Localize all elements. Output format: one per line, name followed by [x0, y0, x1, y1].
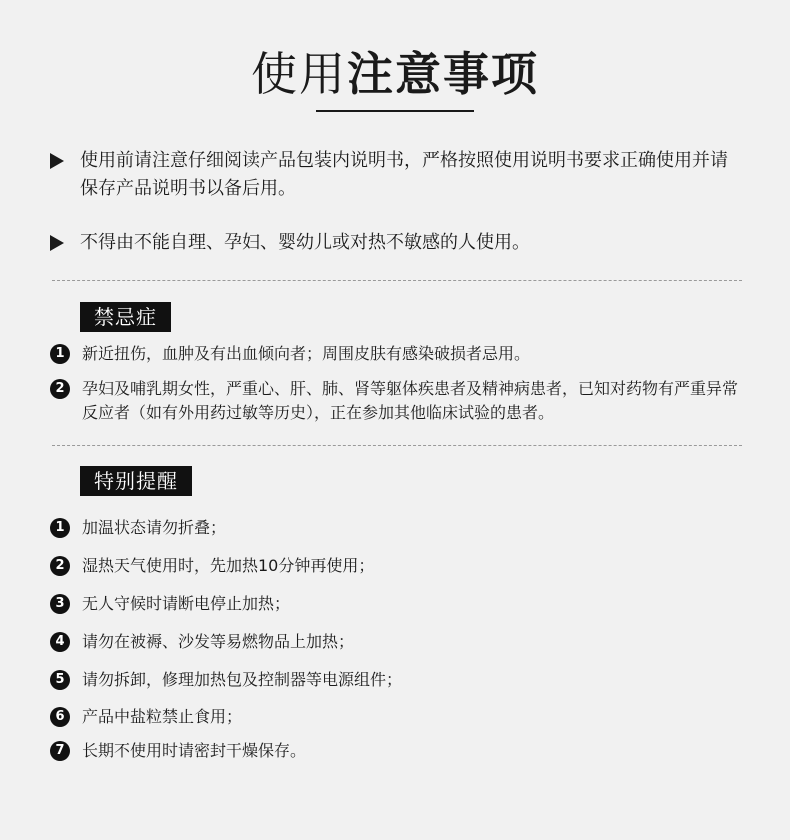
- reminder-text: 无人守候时请断电停止加热；: [82, 594, 291, 613]
- number-badge-icon: 7: [50, 741, 70, 761]
- contraindication-item: [50, 342, 742, 366]
- reminder-text: 湿热天气使用时，先加热10分钟再使用；: [82, 556, 375, 575]
- page-title-bold: 注意事项: [347, 47, 539, 101]
- number-badge-icon: 3: [50, 594, 70, 614]
- number-badge-icon: 2: [50, 556, 70, 576]
- reminder-text: 加温状态请勿折叠；: [82, 518, 227, 537]
- reminders-label: 特别提醒: [80, 466, 192, 496]
- reminder-text: 请勿拆卸，修理加热包及控制器等电源组件；: [82, 670, 403, 689]
- reminder-text: 请勿在被褥、沙发等易燃物品上加热；: [82, 632, 355, 651]
- reminder-item: [50, 705, 742, 729]
- reminder-item: [50, 516, 742, 540]
- reminder-item: [50, 554, 742, 578]
- reminder-text: 产品中盐粒禁止食用；: [82, 707, 243, 726]
- note-item: [50, 147, 740, 203]
- contraindication-text: 孕妇及哺乳期女性，严重心、肝、肺、肾等躯体疾患者及精神病患者，已知对药物有严重异常反应者（如有外用药过敏等历史），正在参加其他临床试验的患者。: [82, 379, 739, 422]
- reminder-item: [50, 739, 742, 763]
- reminder-text: 长期不使用时请密封干燥保存。: [82, 741, 307, 760]
- number-badge-icon: 1: [50, 344, 70, 364]
- note-text: 不得由不能自理、孕妇、婴幼儿或对热不敏感的人使用。: [80, 232, 530, 253]
- page-title-light: 使用: [251, 47, 347, 101]
- note-text: 使用前请注意仔细阅读产品包装内说明书，严格按照使用说明书要求正确使用并请保存产品说明书以备后用。: [80, 150, 728, 199]
- number-badge-icon: 1: [50, 518, 70, 538]
- page-title: [0, 42, 790, 106]
- contraindications-label: 禁忌症: [80, 302, 171, 332]
- contraindication-text: 新近扭伤，血肿及有出血倾向者；周围皮肤有感染破损者忌用。: [82, 344, 531, 363]
- title-underline: [316, 110, 474, 112]
- number-badge-icon: 2: [50, 379, 70, 399]
- divider: [52, 280, 742, 281]
- triangle-bullet-icon: [50, 153, 64, 169]
- triangle-bullet-icon: [50, 235, 64, 251]
- reminder-item: [50, 630, 742, 654]
- number-badge-icon: 6: [50, 707, 70, 727]
- divider: [52, 445, 742, 446]
- reminder-item: [50, 668, 742, 692]
- number-badge-icon: 5: [50, 670, 70, 690]
- number-badge-icon: 4: [50, 632, 70, 652]
- note-item: [50, 229, 740, 257]
- contraindication-item: [50, 377, 742, 425]
- reminder-item: [50, 592, 742, 616]
